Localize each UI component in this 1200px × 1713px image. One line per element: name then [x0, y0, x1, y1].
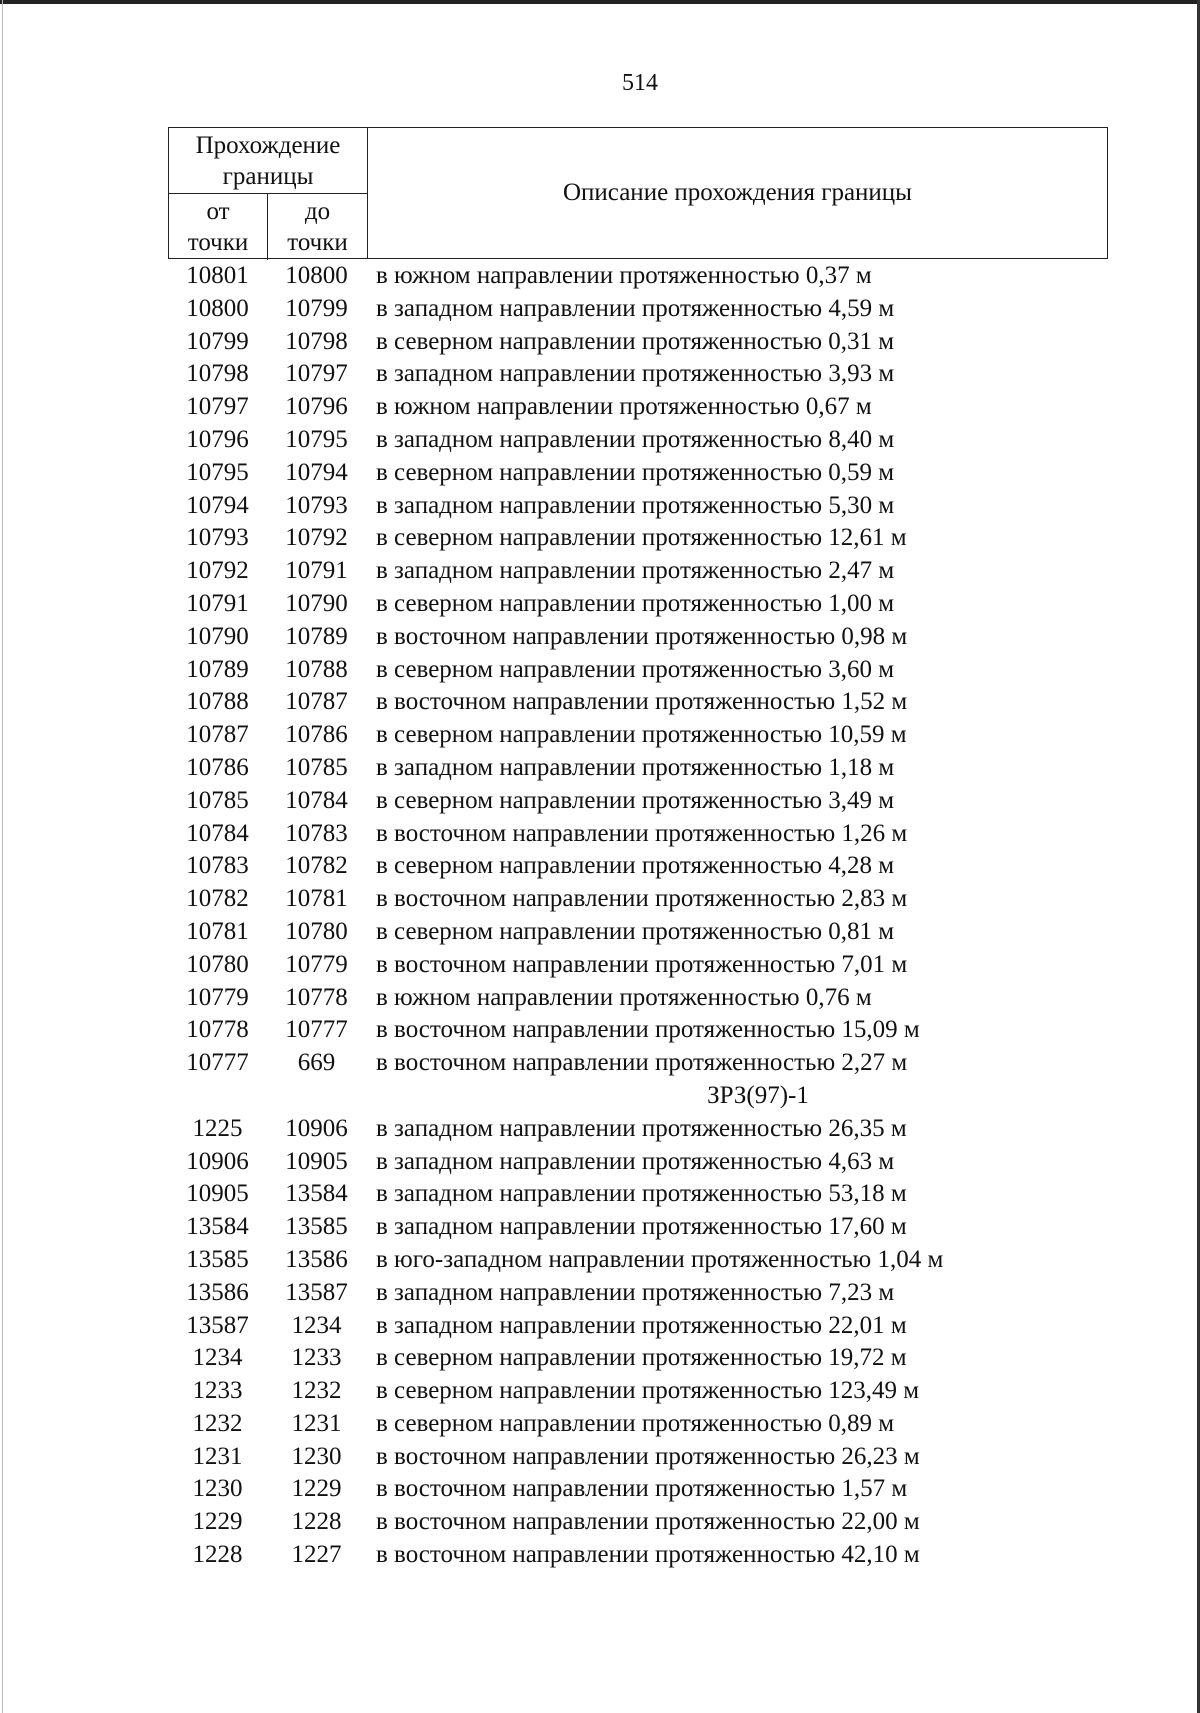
table-row [168, 1539, 1128, 1572]
table-row [168, 391, 1128, 424]
from-point-cell: 1233 [192, 1377, 243, 1405]
description-cell: в северном направлении протяженностью 4,28 м [376, 852, 895, 880]
to-point-cell: 1232 [291, 1377, 342, 1405]
from-point-cell: 1225 [192, 1114, 243, 1142]
table-row [168, 785, 1128, 818]
description-cell: в северном направлении протяженностью 123,49 м [376, 1377, 920, 1405]
from-point-cell: 10787 [186, 721, 249, 749]
from-point-cell: 10791 [186, 589, 249, 617]
description-cell: в западном направлении протяженностью 4,59 м [376, 294, 895, 322]
to-point-cell: 10793 [285, 491, 348, 519]
table-row [168, 358, 1128, 391]
from-point-cell: 10792 [186, 557, 249, 585]
header-description: Описание прохождения границы [367, 128, 1107, 258]
to-point-cell: 13584 [285, 1180, 348, 1208]
from-point-cell: 1234 [192, 1344, 243, 1372]
from-point-cell: 10797 [186, 393, 249, 421]
to-point-cell: 10796 [285, 393, 348, 421]
description-cell: в западном направлении протяженностью 8,40 м [376, 425, 895, 453]
table-row [168, 1014, 1128, 1047]
to-point-cell: 1229 [291, 1475, 342, 1503]
to-point-cell: 1233 [291, 1344, 342, 1372]
to-point-cell: 10792 [285, 524, 348, 552]
from-point-cell: 10784 [186, 819, 249, 847]
from-point-cell: 10906 [186, 1147, 249, 1175]
table-row [168, 850, 1128, 883]
table-row [168, 982, 1128, 1015]
table-row [168, 1178, 1128, 1211]
table-row [168, 260, 1128, 293]
header-from-line1: от [206, 198, 230, 225]
top-border [0, 0, 1200, 4]
description-cell: в восточном направлении протяженностью 2,27 м [376, 1049, 908, 1077]
from-point-cell: 1229 [192, 1508, 243, 1536]
from-point-cell: 10781 [186, 917, 249, 945]
from-point-cell: 10786 [186, 753, 249, 781]
to-point-cell: 10783 [285, 819, 348, 847]
from-point-cell: 10801 [186, 262, 249, 289]
table-row [168, 1244, 1128, 1277]
from-point-cell: 10777 [186, 1049, 249, 1077]
description-cell: в восточном направлении протяженностью 2,83 м [376, 885, 908, 913]
description-cell: в восточном направлении протяженностью 15,09 м [376, 1016, 920, 1044]
to-point-cell: 10797 [285, 360, 348, 388]
table-row [168, 949, 1128, 982]
from-point-cell: 10790 [186, 622, 249, 650]
from-point-cell: 10905 [186, 1180, 249, 1208]
header-to-line1: до [304, 198, 331, 225]
table-row [168, 1408, 1128, 1441]
table-row [168, 621, 1128, 654]
from-point-cell: 10779 [186, 983, 249, 1011]
description-cell: в южном направлении протяженностью 0,76 м [376, 983, 872, 1011]
from-point-cell: 10780 [186, 950, 249, 978]
table-row [168, 1342, 1128, 1375]
from-point-cell: 10783 [186, 852, 249, 880]
table-row [168, 752, 1128, 785]
to-point-cell: 10778 [285, 983, 348, 1011]
to-point-cell: 1231 [291, 1409, 342, 1437]
from-point-cell: 13585 [186, 1245, 249, 1273]
table-row [168, 1113, 1128, 1146]
description-cell: в восточном направлении протяженностью 1,57 м [376, 1475, 908, 1503]
to-point-cell: 1228 [291, 1508, 342, 1536]
table-row [168, 1375, 1128, 1408]
table-row [168, 818, 1128, 851]
to-point-cell: 13585 [285, 1213, 348, 1241]
to-point-cell: 13587 [285, 1278, 348, 1306]
table-row [168, 654, 1128, 687]
table-row [168, 293, 1128, 326]
table-body [168, 260, 1128, 1572]
from-point-cell: 10785 [186, 786, 249, 814]
description-cell: в восточном направлении протяженностью 7,01 м [376, 950, 908, 978]
header-boundary-line2: границы [222, 163, 314, 190]
table-row [168, 1506, 1128, 1539]
from-point-cell: 1228 [192, 1541, 243, 1569]
description-cell: в южном направлении протяженностью 0,37 м [376, 262, 872, 289]
description-cell: в западном направлении протяженностью 3,93 м [376, 360, 895, 388]
to-point-cell: 1230 [291, 1442, 342, 1470]
to-point-cell: 10791 [285, 557, 348, 585]
table-row [168, 457, 1128, 490]
to-point-cell: 10906 [285, 1114, 348, 1142]
header-from-point [169, 194, 268, 260]
from-point-cell: 10782 [186, 885, 249, 913]
section-title: ЗРЗ(97)-1 [707, 1081, 809, 1109]
table-row [168, 588, 1128, 621]
description-cell: в западном направлении протяженностью 53,18 м [376, 1180, 907, 1208]
description-cell: в северном направлении протяженностью 0,59 м [376, 458, 895, 486]
description-cell: в западном направлении протяженностью 4,63 м [376, 1147, 895, 1175]
to-point-cell: 10794 [285, 458, 348, 486]
description-cell: в юго-западном направлении протяженностью 1,04 м [376, 1245, 944, 1273]
description-cell: в северном направлении протяженностью 1,00 м [376, 589, 895, 617]
header-boundary-line1: Прохождение [195, 132, 341, 159]
to-point-cell: 10780 [285, 917, 348, 945]
description-cell: в северном направлении протяженностью 10,59 м [376, 721, 907, 749]
from-point-cell: 10795 [186, 458, 249, 486]
to-point-cell: 10795 [285, 425, 348, 453]
description-cell: в восточном направлении протяженностью 1,52 м [376, 688, 908, 716]
from-point-cell: 1232 [192, 1409, 243, 1437]
to-point-cell: 1227 [291, 1541, 342, 1569]
description-cell: в западном направлении протяженностью 17,60 м [376, 1213, 907, 1241]
to-point-cell: 10905 [285, 1147, 348, 1175]
to-point-cell: 10790 [285, 589, 348, 617]
table-row [168, 1211, 1128, 1244]
table-row [168, 1473, 1128, 1506]
table-row [168, 1277, 1128, 1310]
description-cell: в северном направлении протяженностью 0,81 м [376, 917, 895, 945]
description-cell: в западном направлении протяженностью 5,30 м [376, 491, 895, 519]
table-row [168, 719, 1128, 752]
from-point-cell: 10799 [186, 327, 249, 355]
to-point-cell: 1234 [291, 1311, 342, 1339]
to-point-cell: 10787 [285, 688, 348, 716]
to-point-cell: 10777 [285, 1016, 348, 1044]
table-row [168, 1146, 1128, 1179]
to-point-cell: 10788 [285, 655, 348, 683]
from-point-cell: 10800 [186, 294, 249, 322]
to-point-cell: 10789 [285, 622, 348, 650]
description-cell: в западном направлении протяженностью 1,18 м [376, 753, 895, 781]
description-cell: в восточном направлении протяженностью 42,10 м [376, 1541, 920, 1569]
from-point-cell: 13587 [186, 1311, 249, 1339]
description-cell: в западном направлении протяженностью 22,01 м [376, 1311, 907, 1339]
header-to-line2: точки [287, 229, 348, 256]
header-to-point [268, 194, 367, 260]
description-cell: в восточном направлении протяженностью 1,26 м [376, 819, 908, 847]
to-point-cell: 10784 [285, 786, 348, 814]
from-point-cell: 10778 [186, 1016, 249, 1044]
table-row [168, 1310, 1128, 1343]
from-point-cell: 10788 [186, 688, 249, 716]
table-row [168, 883, 1128, 916]
description-cell: в западном направлении протяженностью 26,35 м [376, 1114, 907, 1142]
description-cell: в северном направлении протяженностью 0,31 м [376, 327, 895, 355]
table-header [168, 127, 1108, 259]
description-cell: в северном направлении протяженностью 3,60 м [376, 655, 895, 683]
from-point-cell: 10796 [186, 425, 249, 453]
from-point-cell: 10798 [186, 360, 249, 388]
table-row [168, 686, 1128, 719]
header-boundary-passage [169, 128, 367, 194]
to-point-cell: 10786 [285, 721, 348, 749]
to-point-cell: 669 [297, 1049, 336, 1077]
table-row [168, 490, 1128, 523]
description-cell: в восточном направлении протяженностью 0,98 м [376, 622, 908, 650]
description-cell: в западном направлении протяженностью 2,47 м [376, 557, 895, 585]
description-cell: в северном направлении протяженностью 0,89 м [376, 1409, 895, 1437]
description-cell: в восточном направлении протяженностью 26,23 м [376, 1442, 920, 1470]
page-number: 514 [622, 70, 658, 96]
description-cell: в южном направлении протяженностью 0,67 м [376, 393, 872, 421]
description-cell: в западном направлении протяженностью 7,23 м [376, 1278, 895, 1306]
table-row [168, 522, 1128, 555]
from-point-cell: 1230 [192, 1475, 243, 1503]
to-point-cell: 10798 [285, 327, 348, 355]
description-cell: в восточном направлении протяженностью 22,00 м [376, 1508, 920, 1536]
to-point-cell: 10779 [285, 950, 348, 978]
table-row [168, 1441, 1128, 1474]
from-point-cell: 13586 [186, 1278, 249, 1306]
from-point-cell: 10794 [186, 491, 249, 519]
table-row [168, 916, 1128, 949]
table-row [168, 1047, 1128, 1080]
from-point-cell: 13584 [186, 1213, 249, 1241]
from-point-cell: 10793 [186, 524, 249, 552]
to-point-cell: 10785 [285, 753, 348, 781]
table-row [168, 326, 1128, 359]
from-point-cell: 1231 [192, 1442, 243, 1470]
table-row [168, 424, 1128, 457]
description-cell: в северном направлении протяженностью 19,72 м [376, 1344, 907, 1372]
table-row [168, 555, 1128, 588]
to-point-cell: 13586 [285, 1245, 348, 1273]
to-point-cell: 10800 [285, 262, 348, 289]
to-point-cell: 10781 [285, 885, 348, 913]
description-cell: в северном направлении протяженностью 12,61 м [376, 524, 907, 552]
to-point-cell: 10799 [285, 294, 348, 322]
description-cell: в северном направлении протяженностью 3,49 м [376, 786, 895, 814]
from-point-cell: 10789 [186, 655, 249, 683]
left-border [2, 0, 3, 1713]
header-from-line2: точки [187, 229, 249, 256]
to-point-cell: 10782 [285, 852, 348, 880]
